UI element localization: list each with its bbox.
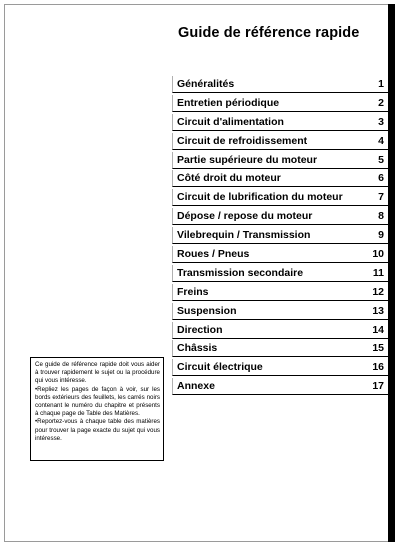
toc-row-vilebrequin[interactable] <box>172 227 388 244</box>
toc-row-refroidissement[interactable] <box>172 133 388 150</box>
toc-row-entretien[interactable] <box>172 95 388 112</box>
toc-row-transmission-secondaire[interactable] <box>172 265 388 282</box>
toc-label: Circuit d'alimentation <box>177 115 284 128</box>
toc-row-chassis[interactable] <box>172 340 388 357</box>
toc-number: 2 <box>378 96 384 109</box>
toc-number: 7 <box>378 191 384 204</box>
toc-number: 10 <box>372 248 384 261</box>
toc-row-cote-droit[interactable] <box>172 170 388 187</box>
toc-label: Généralités <box>177 78 235 90</box>
toc-row-depose-repose[interactable] <box>172 208 388 225</box>
toc-number: 9 <box>378 229 384 242</box>
toc-number: 6 <box>378 172 384 185</box>
toc-row-circuit-electrique[interactable] <box>172 359 388 376</box>
note-bullet-fold-pages: •Repliez les pages de façon à voir, sur les bords extérieurs des feuillets, les carrés noirs contenant le numéro du chapitre et présents à chaque page de Table des Matières. <box>35 385 160 418</box>
toc-number: 8 <box>378 210 384 223</box>
toc-label: Circuit de refroidissement <box>177 134 308 147</box>
toc-number: 16 <box>372 361 384 374</box>
toc-row-annexe[interactable] <box>172 378 388 395</box>
toc-row-roues-pneus[interactable] <box>172 246 388 263</box>
toc-row-partie-superieure[interactable] <box>172 152 388 169</box>
toc-label: Dépose / repose du moteur <box>177 210 313 223</box>
toc-label: Châssis <box>177 342 218 355</box>
note-intro: Ce guide de référence rapide doit vous aider à trouver rapidement le sujet ou la procédure qui vous intéresse. <box>35 361 160 385</box>
toc-number: 17 <box>372 380 384 393</box>
toc-number: 14 <box>372 323 384 336</box>
toc-label: Partie supérieure du moteur <box>177 153 318 166</box>
note-bullet-refer-tables: •Reportez-vous à chaque table des matières pour trouver la page exacte du sujet qui vous intéresse. <box>35 418 160 442</box>
toc-row-generalites[interactable] <box>172 76 388 93</box>
toc-number: 4 <box>378 134 384 147</box>
toc-number: 12 <box>372 285 384 298</box>
toc-number: 3 <box>378 115 384 128</box>
table-of-contents <box>172 76 388 397</box>
toc-label: Freins <box>177 285 209 298</box>
toc-label: Suspension <box>177 304 237 317</box>
toc-label: Vilebrequin / Transmission <box>177 229 311 242</box>
toc-label: Entretien périodique <box>177 96 280 109</box>
toc-label: Circuit de lubrification du moteur <box>177 191 343 204</box>
chapter-edge-bar <box>388 4 395 542</box>
toc-number: 13 <box>372 304 384 317</box>
toc-number: 5 <box>378 153 384 166</box>
toc-number: 15 <box>372 342 384 355</box>
toc-label: Côté droit du moteur <box>177 172 281 185</box>
toc-row-direction[interactable] <box>172 322 388 339</box>
page-title: Guide de référence rapide <box>178 25 360 41</box>
toc-label: Circuit électrique <box>177 361 263 374</box>
toc-label: Direction <box>177 323 223 336</box>
usage-note-box <box>30 357 164 461</box>
toc-label: Roues / Pneus <box>177 248 250 261</box>
toc-row-alimentation[interactable] <box>172 114 388 131</box>
toc-label: Transmission secondaire <box>177 266 304 279</box>
toc-row-lubrification[interactable] <box>172 189 388 206</box>
toc-row-suspension[interactable] <box>172 303 388 320</box>
toc-number: 1 <box>378 78 384 90</box>
toc-row-freins[interactable] <box>172 284 388 301</box>
toc-number: 11 <box>372 266 384 279</box>
toc-label: Annexe <box>177 380 215 393</box>
